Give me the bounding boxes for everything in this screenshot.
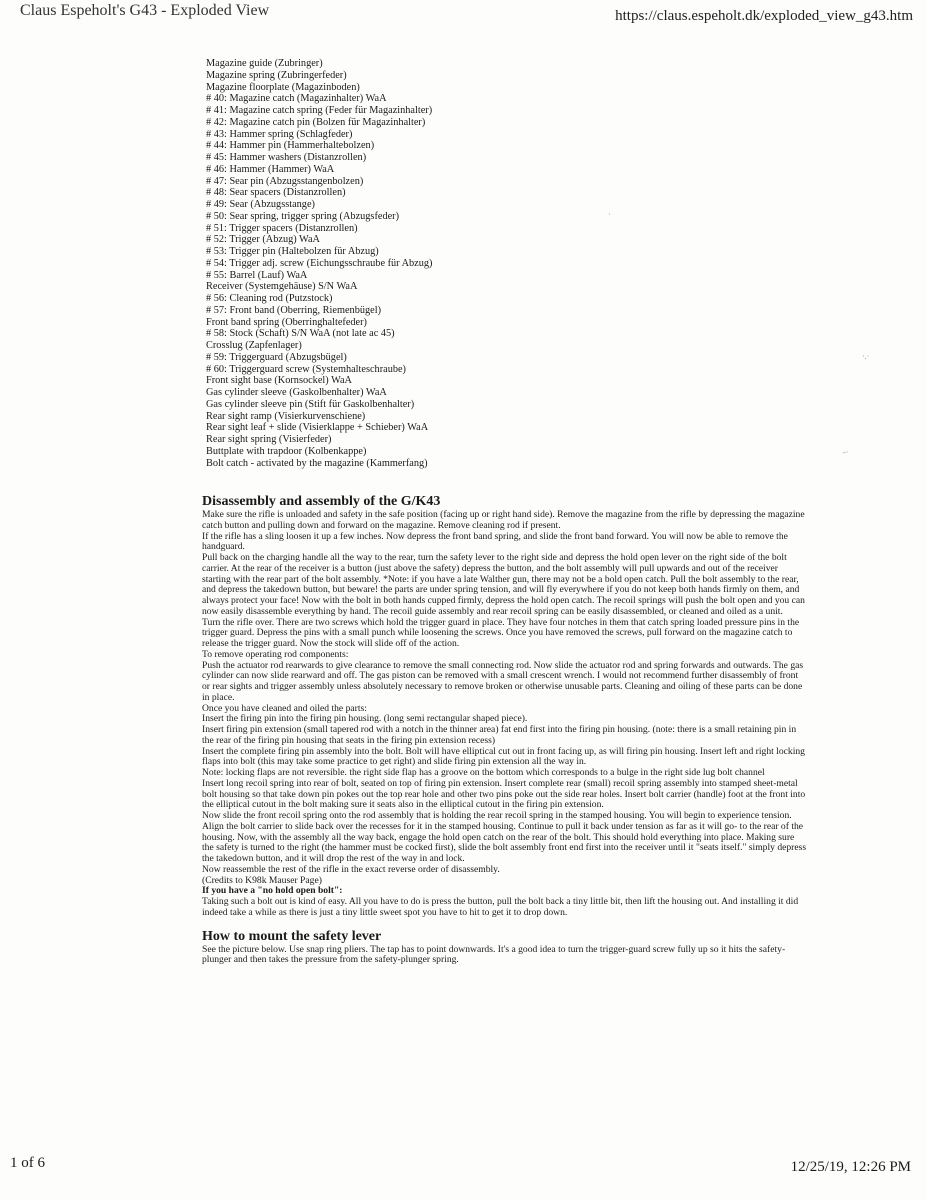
disassembly-paragraph: Now reassemble the rest of the rifle in the exact reverse order of disassembly. — [202, 863, 500, 875]
print-timestamp: 12/25/19, 12:26 PM — [790, 1159, 911, 1175]
disassembly-paragraph: Once you have cleaned and oiled the parts: — [202, 702, 367, 714]
no-hold-open-bolt-paragraph: Taking such a bolt out is kind of easy. All you have to do is press the button, pull the bolt back a tiny little bit, then lift the housing out. And installing it did indeed take a while as there is just a tiny little sweet spot you have to hit to get it to drop down. — [202, 896, 799, 918]
parts-list-item: # 49: Sear (Abzugsstange) — [206, 199, 315, 210]
disassembly-paragraph: Insert firing pin extension (small tapered rod with a notch in the thinner area) fat end first into the firing pin housing. (note: there is a small retaining pin in the rear of the firing pin housing that seats in the firing pin extension recess) — [202, 724, 797, 746]
parts-list-item: Magazine floorplate (Magazinboden) — [206, 81, 360, 93]
parts-list-item: Gas cylinder sleeve pin (Stift für Gaskolbenhalter) — [206, 398, 415, 410]
disassembly-paragraph: Insert long recoil spring into rear of bolt, seated on top of firing pin extension. Insert complete rear (small) recoil spring assembly into stamped sheet-metal bolt housing so that take down pin pokes out the top rear hole and other two pins poke out the side rear holes. Insert bolt carrier (handle) foot at the front into the elliptical cutout in the bolt making sure it seats also in the elliptical cutout in the firing pin extension. — [202, 777, 806, 811]
safety-lever-paragraph: See the picture below. Use snap ring pliers. The tap has to point downwards. It's a good idea to turn the trigger-guard screw fully up so it hits the safety-plunger and then takes the pressure from the safety-plunger spring. — [202, 943, 786, 966]
parts-list-item: # 46: Hammer (Hammer) WaA — [206, 163, 335, 175]
disassembly-paragraph: If the rifle has a sling loosen it up a few inches. Now depress the front band spring, and slide the front band forward. You will now be able to remove the handguard. — [202, 530, 788, 553]
parts-list-item: Crosslug (Zapfenlager) — [206, 340, 302, 351]
parts-list-item: # 59: Triggerguard (Abzugsbügel) — [206, 351, 347, 363]
parts-list-item: # 44: Hammer pin (Hammerhaltebolzen) — [206, 140, 375, 152]
section-heading-safety-lever: How to mount the safety lever — [202, 928, 382, 944]
parts-list-item: # 50: Sear spring, trigger spring (Abzugsfeder) — [206, 210, 400, 222]
parts-list-item: # 60: Triggerguard screw (Systemhalteschraube) — [206, 363, 406, 375]
parts-list — [206, 58, 432, 469]
parts-list-item: # 40: Magazine catch (Magazinhalter) WaA — [206, 93, 387, 105]
disassembly-paragraph: Pull back on the charging handle all the way to the rear, turn the safety lever to the right side and depress the hold open lever on the right side of the bolt carrier. At the rear of the receiver is a button (just above the safety) depress the button, and the bolt assembly will pull upwards and out of the receiver starting with the rear part of the bolt assembly. *Note: if you have a late Walther gun, there may not be a bold open catch. Pull the bolt assembly to the rear, and depress the takedown button, but beware! the parts are under spring tension, and will fly everywhere if you do not keep both hands firmly on them, and always protect your face! Now with the bolt in both hands cupped firmly, depress the hold open catch. The recoil springs will push the bolt open and you can now easily disassemble everything by hand. The recoil guide assembly and rear recoil spring can be easily disassembled, or cleaned and oiled as a unit. — [202, 552, 805, 617]
parts-list-item: # 55: Barrel (Lauf) WaA — [206, 269, 308, 281]
parts-list-item: Front band spring (Oberringhaltefeder) — [206, 316, 367, 328]
parts-list-item: # 43: Hammer spring (Schlagfeder) — [206, 128, 353, 140]
parts-list-item: # 41: Magazine catch spring (Feder für Magazinhalter) — [206, 105, 433, 116]
disassembly-paragraph: Note: locking flaps are not reversible. the right side flap has a groove on the bottom which corresponds to a bulge in the right side lug bolt channel — [202, 767, 765, 778]
parts-list-item: # 52: Trigger (Abzug) WaA — [206, 234, 320, 246]
parts-list-item: Rear sight ramp (Visierkurvenschiene) — [206, 410, 366, 422]
disassembly-paragraph: Make sure the rifle is unloaded and safety in the safe position (facing up or right hand side). Remove the magazine from the rifle by depressing the magazine catch button and pulling down and forward on the magazine. Remove cleaning rod if present. — [202, 509, 805, 531]
article-body — [202, 494, 807, 966]
parts-list-item: Bolt catch - activated by the magazine (Kammerfang) — [206, 457, 428, 469]
disassembly-paragraphs — [202, 510, 807, 886]
parts-list-item: Magazine spring (Zubringerfeder) — [206, 69, 347, 81]
parts-list-item: # 53: Trigger pin (Haltebolzen für Abzug) — [206, 246, 379, 257]
parts-list-item: # 56: Cleaning rod (Putzstock) — [206, 293, 333, 304]
scan-speck: ·.· — [862, 352, 870, 361]
parts-list-item: # 45: Hammer washers (Distanzrollen) — [206, 152, 367, 163]
disassembly-paragraph: Insert the complete firing pin assembly into the bolt. Bolt will have elliptical cut out in front facing up, as will firing pin housing. Insert left and right locking flaps into bolt (this may take some practice to get right) and slide firing pin extension all the way in. — [202, 745, 805, 768]
parts-list-item: # 57: Front band (Oberring, Riemenbügel) — [206, 304, 382, 316]
parts-list-item: Buttplate with trapdoor (Kolbenkappe) — [206, 445, 367, 457]
parts-list-item: Rear sight spring (Visierfeder) — [206, 434, 332, 445]
page-header-url: https://claus.espeholt.dk/exploded_view_g43.htm — [615, 8, 913, 24]
disassembly-paragraph: Turn the rifle over. There are two screws which hold the trigger guard in place. They have four notches in them that catch spring loaded pressure pins in the trigger guard. Depress the pins with a small punch while loosening the screws. Once you have removed the screws, pull forward on the magazine catch to release the trigger guard. Now the stock will slide off of the action. — [202, 616, 800, 649]
parts-list-item: # 54: Trigger adj. screw (Eichungsschraube für Abzug) — [206, 257, 433, 269]
parts-list-item: Receiver (Systemgehäuse) S/N WaA — [206, 281, 358, 293]
page-number: 1 of 6 — [10, 1155, 45, 1171]
parts-list-item: Magazine guide (Zubringer) — [206, 58, 323, 69]
disassembly-paragraph: (Credits to K98k Mauser Page) — [202, 874, 322, 886]
parts-list-item: Gas cylinder sleeve (Gaskolbenhalter) WaA — [206, 387, 387, 398]
no-hold-open-bolt-heading: If you have a "no hold open bolt": — [202, 885, 343, 897]
disassembly-paragraph: Now slide the front recoil spring onto the rod assembly that is holding the rear recoil spring in the stamped housing. You will begin to experience tension. Align the bolt carrier to slide back over the recesses for it in the stamped housing. Continue to pull it back under tension as far as it will go- to the rear of the housing. Now, with the assembly all the way back, engage the hold open catch on the rear of the bolt. This should hold everything into place. Making sure the safety is turned to the right (the hammer must be cocked first), slide the bolt assembly front end first into the receiver until it "seats itself." simply depress the takedown button, and it will drop the rest of the way in and lock. — [202, 810, 807, 864]
parts-list-item: # 42: Magazine catch pin (Bolzen für Magazinhalter) — [206, 116, 426, 128]
page-header-title: Claus Espeholt's G43 - Exploded View — [20, 2, 270, 19]
disassembly-paragraph: To remove operating rod components: — [202, 648, 349, 660]
parts-list-item: Front sight base (Kornsockel) WaA — [206, 375, 352, 387]
parts-list-item: # 47: Sear pin (Abzugsstangenbolzen) — [206, 175, 364, 187]
section-heading-disassembly: Disassembly and assembly of the G/K43 — [202, 494, 441, 509]
scan-speck: · — [608, 210, 611, 219]
parts-list-item: # 51: Trigger spacers (Distanzrollen) — [206, 222, 358, 234]
parts-list-item: # 48: Sear spacers (Distanzrollen) — [206, 187, 346, 199]
parts-list-item: Rear sight leaf + slide (Visierklappe + Schieber) WaA — [206, 422, 429, 434]
disassembly-paragraph: Push the actuator rod rearwards to give clearance to remove the small connecting rod. Now slide the actuator rod and spring forwards and outwards. The gas cylinder can now slide rearward and off. The gas piston can be removed with a small crescent wrench. I would not recommend further disassembly of front or rear sights and trigger assembly unless absolutely necessary to remove broken or otherwise unusable parts. Cleaning and oiling of these parts can be done in place. — [202, 659, 804, 703]
parts-list-item: # 58: Stock (Schaft) S/N WaA (not late ac 45) — [206, 328, 395, 340]
disassembly-paragraph: Insert the firing pin into the firing pin housing. (long semi rectangular shaped piece). — [202, 713, 528, 725]
scan-speck: -· — [843, 448, 849, 457]
